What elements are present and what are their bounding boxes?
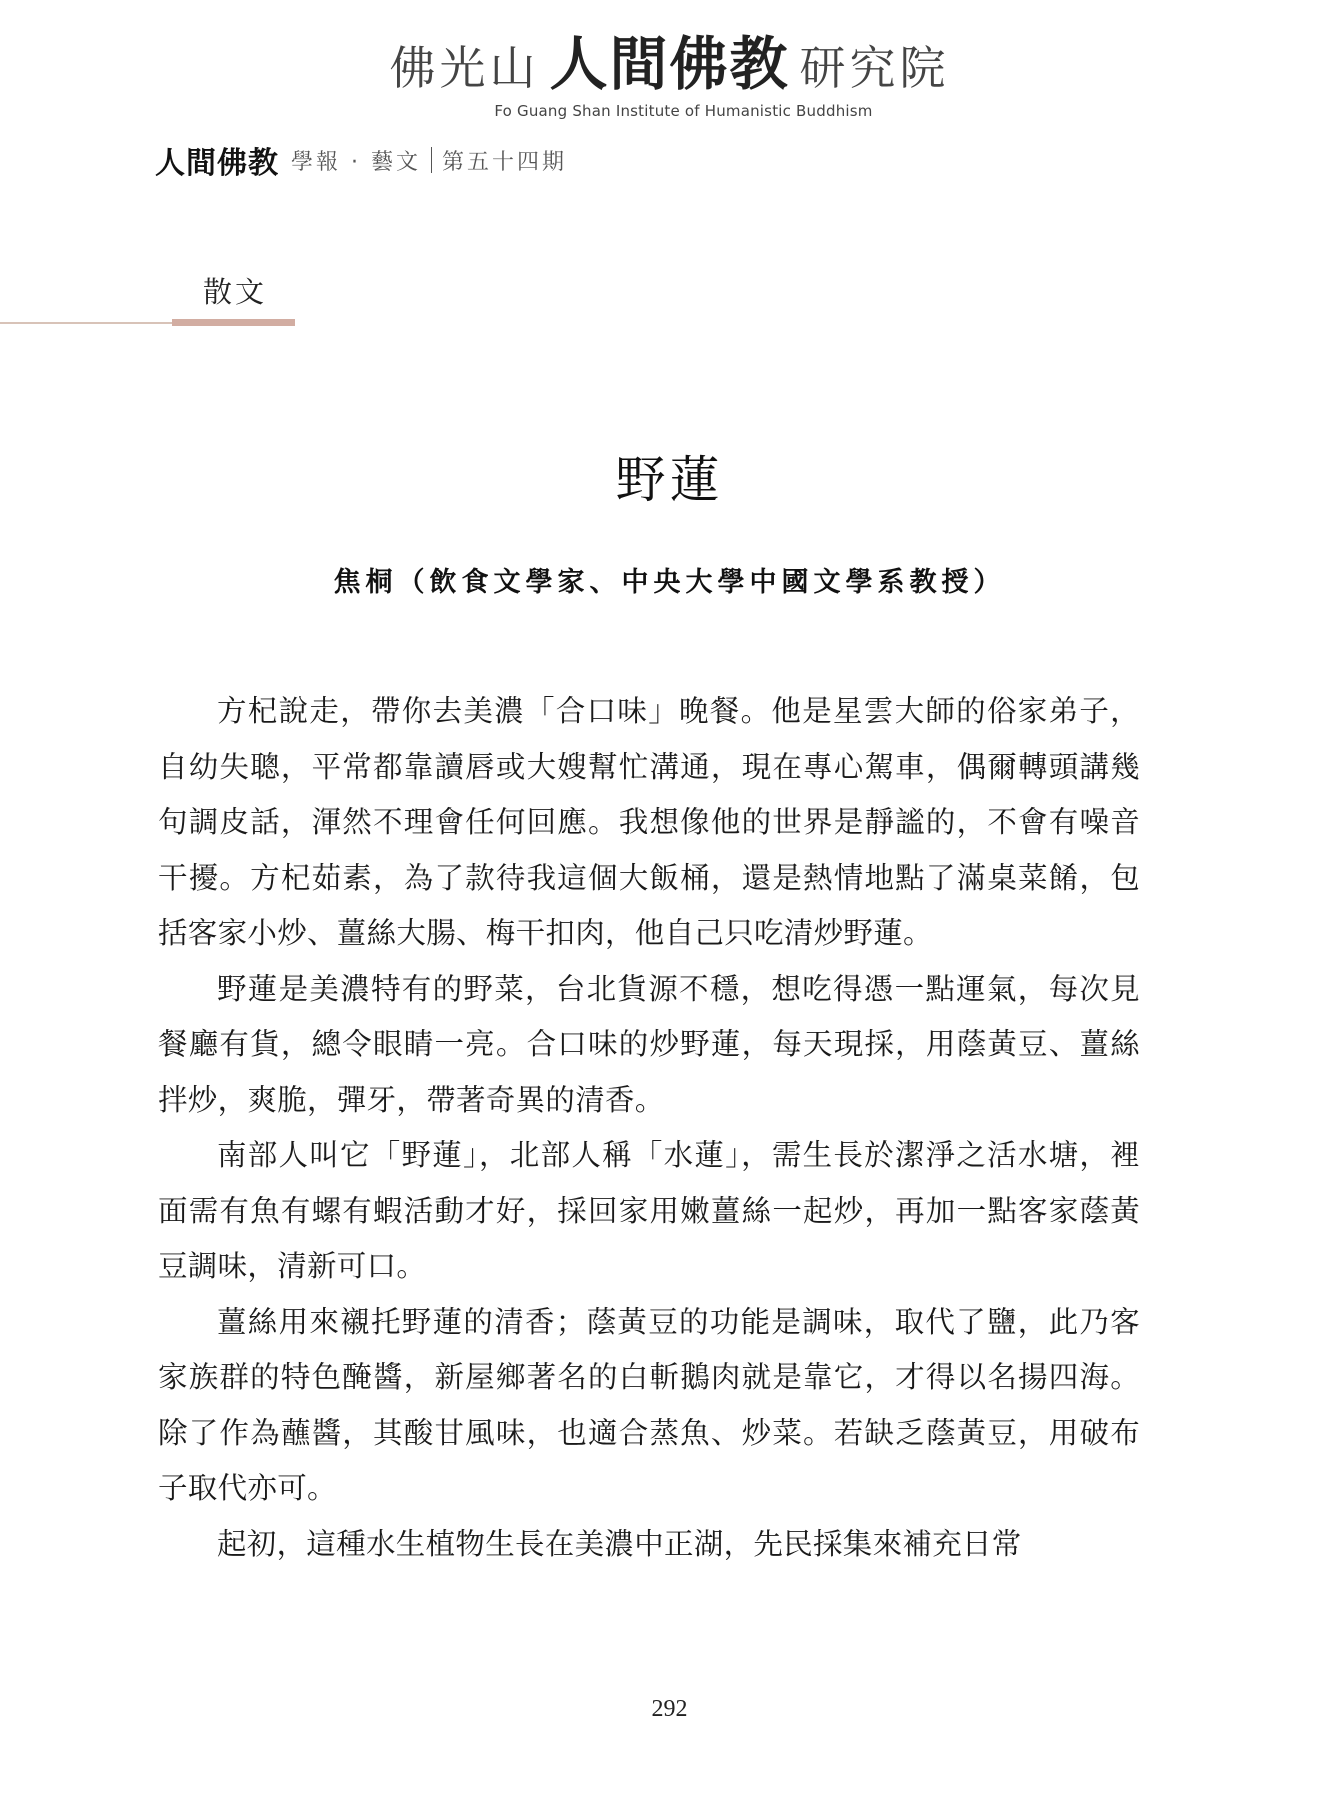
paragraph: 野蓮是美濃特有的野菜，台北貨源不穩，想吃得憑一點運氣，每次見餐廳有貨，總令眼睛一亮。合口味的炒野蓮，每天現採，用蔭黃豆、薑絲拌炒，爽脆，彈牙，帶著奇異的清香。 xyxy=(158,971,1140,1117)
institute-logo xyxy=(0,30,1339,120)
logo-prefix: 佛光山 xyxy=(389,41,540,95)
paragraph: 南部人叫它「野蓮」，北部人稱「水蓮」，需生長於潔淨之活水塘，裡面需有魚有螺有蝦活動才好，採回家用嫩薑絲一起炒，再加一點客家蔭黃豆調味，清新可口。 xyxy=(158,1138,1140,1283)
article-title: 野蓮 xyxy=(615,451,724,509)
journal-subtitle: 學報 · 藝文 xyxy=(291,149,421,175)
paragraph: 方杞說走，帶你去美濃「合口味」晚餐。他是星雲大師的俗家弟子，自幼失聰，平常都靠讀唇或大嫂幫忙溝通，現在專心駕車，偶爾轉頭講幾句調皮話，渾然不理會任何回應。我想像他的世界是靜謐的，不會有噪音干擾。方杞茹素，為了款待我這個大飯桶，還是熱情地點了滿桌菜餚，包括客家小炒、薑絲大腸、梅干扣肉，他自己只吃清炒野蓮。 xyxy=(158,694,1140,950)
section-label: 散文 xyxy=(203,275,268,309)
journal-issue: 第五十四期 xyxy=(441,149,567,175)
journal-brand: 人間佛教 xyxy=(155,146,279,181)
institute-logo-english: Fo Guang Shan Institute of Humanistic Buddhism xyxy=(494,102,873,120)
journal-running-header xyxy=(155,138,567,182)
journal-divider xyxy=(431,147,432,173)
article-body xyxy=(158,684,1140,1572)
logo-brush-title: 人間佛教 xyxy=(549,30,790,98)
paragraph: 起初，這種水生植物生長在美濃中正湖，先民採集來補充日常 xyxy=(217,1526,1022,1561)
logo-suffix: 研究院 xyxy=(799,41,950,95)
section-rule-accent xyxy=(172,319,295,326)
page-number: 292 xyxy=(651,1696,688,1722)
article-byline: 焦桐（飲食文學家、中央大學中國文學系教授） xyxy=(333,567,1006,598)
paragraph: 薑絲用來襯托野蓮的清香；蔭黃豆的功能是調味，取代了鹽，此乃客家族群的特色醃醬，新屋鄉著名的白斬鵝肉就是靠它，才得以名揚四海。除了作為蘸醬，其酸甘風味，也適合蒸魚、炒菜。若缺乏蔭黃豆，用破布子取代亦可。 xyxy=(158,1304,1140,1505)
institute-logo-chinese xyxy=(0,30,1339,98)
